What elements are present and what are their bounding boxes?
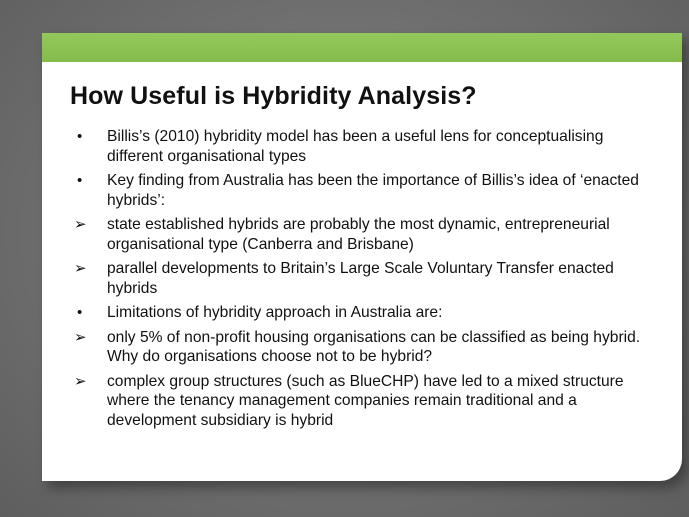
bullet-text: Key finding from Australia has been the importance of Billis’s idea of ‘enacted hybrids’: bbox=[107, 172, 639, 209]
bullet-text: only 5% of non-profit housing organisations can be classified as being hybrid. Why do organisations choose not to be hybrid? bbox=[107, 328, 641, 365]
bullet-text: parallel developments to Britain’s Large Scale Voluntary Transfer enacted hybrids bbox=[107, 260, 614, 297]
header-bar bbox=[42, 33, 682, 62]
bullet-item bbox=[74, 215, 659, 254]
bullet-item bbox=[74, 303, 659, 323]
arrow-bullet-icon: ➢ bbox=[74, 216, 87, 233]
bullet-list bbox=[74, 127, 659, 435]
bullet-text: state established hybrids are probably the most dynamic, entrepreneurial organisational type (Canberra and Brisbane) bbox=[107, 216, 610, 253]
arrow-bullet-icon: ➢ bbox=[74, 328, 87, 346]
arrow-bullet-icon: ➢ bbox=[74, 372, 87, 390]
round-bullet-icon: • bbox=[77, 172, 83, 189]
slide-title: How Useful is Hybridity Analysis? bbox=[70, 82, 477, 110]
bullet-text: Billis’s (2010) hybridity model has been a useful lens for conceptualising different organisational types bbox=[107, 128, 604, 165]
arrow-bullet-icon: ➢ bbox=[74, 260, 87, 277]
bullet-item bbox=[74, 127, 659, 166]
bullet-item bbox=[74, 171, 659, 210]
bullet-text: complex group structures (such as BlueCHP) have led to a mixed structure where the tenancy management companies remain traditional and a development subsidiary is hybrid bbox=[107, 372, 624, 429]
round-bullet-icon: • bbox=[77, 304, 83, 321]
bullet-item bbox=[74, 372, 659, 431]
bullet-item bbox=[74, 328, 659, 367]
bullet-item bbox=[74, 259, 659, 298]
bullet-text: Limitations of hybridity approach in Australia are: bbox=[107, 304, 443, 321]
slide bbox=[42, 33, 682, 481]
round-bullet-icon: • bbox=[77, 128, 83, 145]
